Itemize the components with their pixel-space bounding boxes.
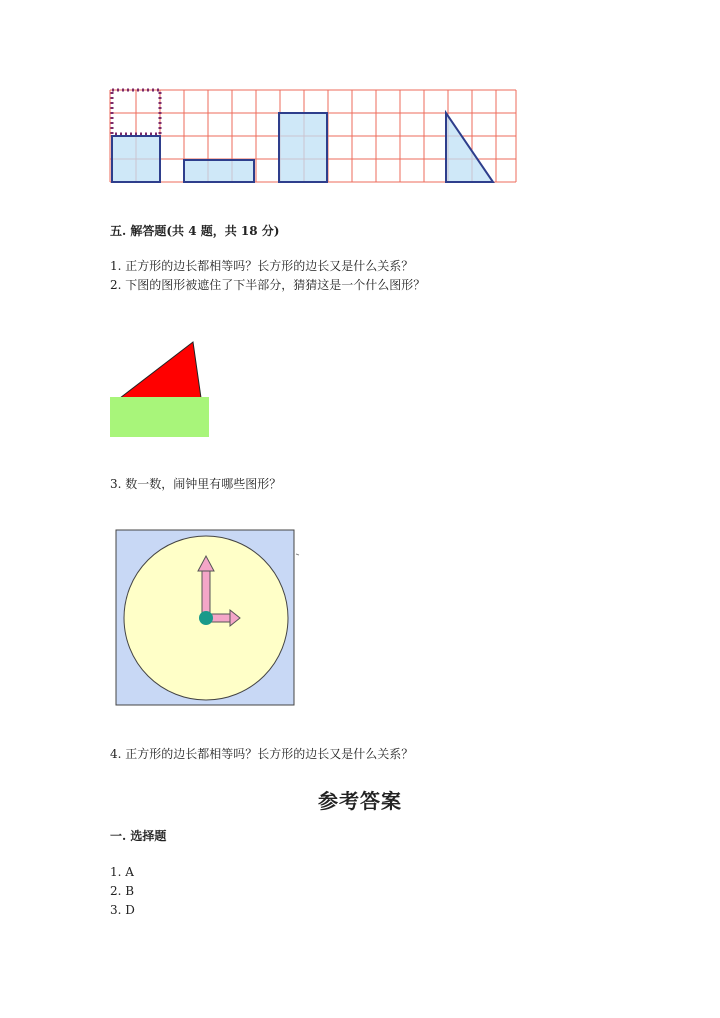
red-triangle <box>120 342 201 398</box>
answer-item: 2. B <box>110 884 135 898</box>
flat-rectangle-shape <box>184 160 254 182</box>
square-shape <box>112 136 160 182</box>
answer-item: 3. D <box>110 903 135 917</box>
clock-center <box>199 611 213 625</box>
question-4: 4. 正方形的边长都相等吗？长方形的边长又是什么关系？ <box>110 747 414 761</box>
right-triangle-shape <box>446 113 493 182</box>
question-3: 3. 数一数，闹钟里有哪些图形？ <box>110 477 282 491</box>
answer-item: 1. A <box>110 865 134 879</box>
green-cover <box>110 397 209 437</box>
answers-section-heading: 一. 选择题 <box>110 829 167 843</box>
question-1: 1. 正方形的边长都相等吗？长方形的边长又是什么关系？ <box>110 259 414 273</box>
grid-figure <box>0 0 720 200</box>
clock-figure <box>0 528 720 708</box>
section-heading: 五. 解答题(共 4 题，共 18 分) <box>110 224 280 238</box>
answers-title: 参考答案 <box>318 789 402 813</box>
tall-rectangle-shape <box>279 113 327 182</box>
covered-triangle-figure <box>0 335 720 445</box>
question-2: 2. 下图的图形被遮住了下半部分，猜猜这是一个什么图形？ <box>110 278 426 292</box>
